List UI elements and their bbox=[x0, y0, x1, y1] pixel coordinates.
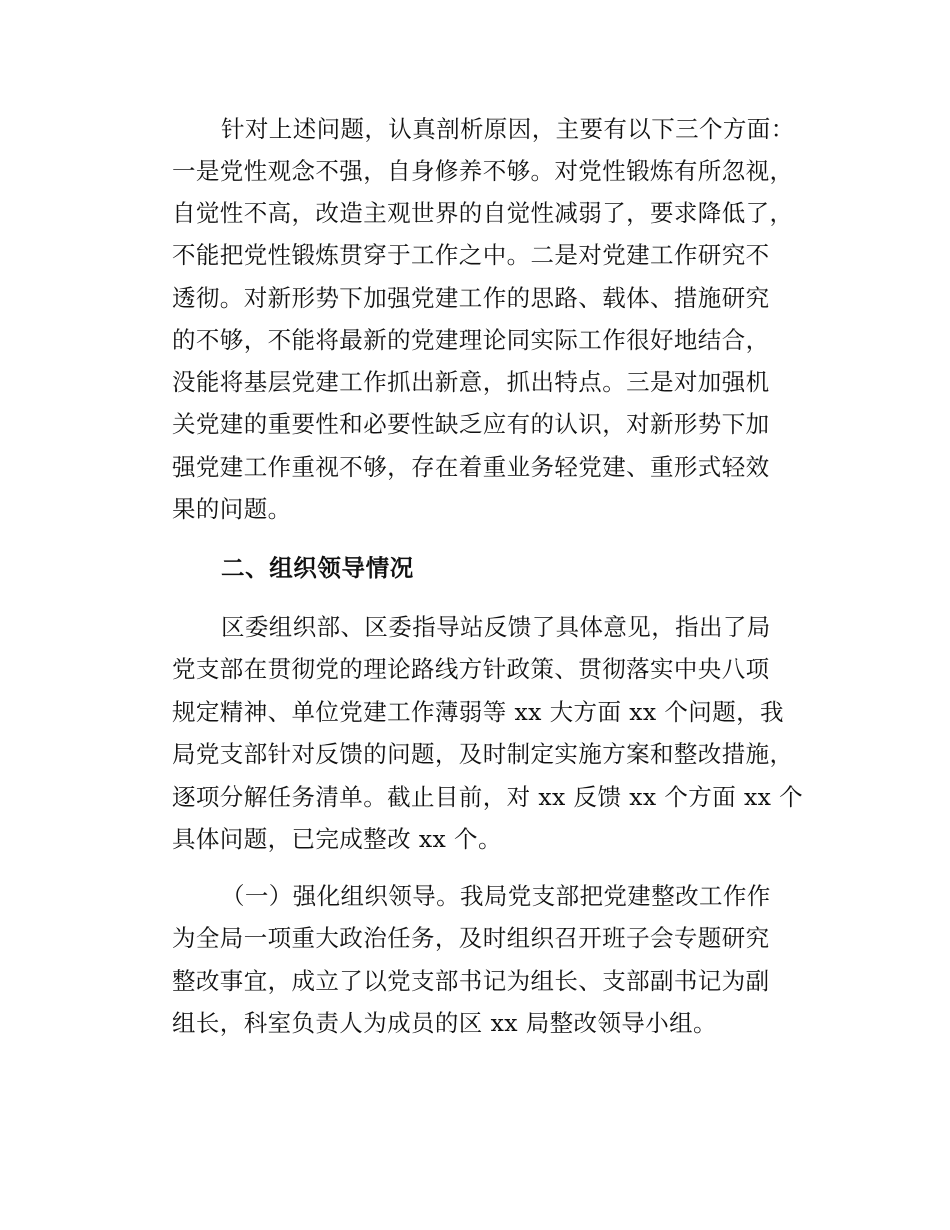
paragraph-line: 具体问题，已完成整改 xx 个。 bbox=[172, 825, 502, 853]
paragraph-line: 强党建工作重视不够，存在着重业务轻党建、重形式轻效 bbox=[172, 453, 770, 481]
paragraph-line: 整改事宜，成立了以党支部书记为组长、支部副书记为副 bbox=[172, 967, 770, 995]
paragraph-line: 关党建的重要性和必要性缺乏应有的认识，对新形势下加 bbox=[172, 410, 770, 438]
paragraph-line: 党支部在贯彻党的理论路线方针政策、贯彻落实中央八项 bbox=[172, 655, 770, 683]
paragraph-line: 自觉性不高，改造主观世界的自觉性减弱了，要求降低了， bbox=[172, 199, 794, 227]
paragraph-line: 区委组织部、区委指导站反馈了具体意见，指出了局 bbox=[221, 613, 771, 641]
paragraph-line: 的不够，不能将最新的党建理论同实际工作很好地结合， bbox=[172, 326, 770, 354]
paragraph-line: 不能把党性锻炼贯穿于工作之中。二是对党建工作研究不 bbox=[172, 241, 770, 269]
paragraph-line: 为全局一项重大政治任务，及时组织召开班子会专题研究 bbox=[172, 924, 770, 952]
paragraph-line: 组长，科室负责人为成员的区 xx 局整改领导小组。 bbox=[172, 1009, 717, 1037]
paragraph-line: 逐项分解任务清单。截止目前，对 xx 反馈 xx 个方面 xx 个 bbox=[172, 783, 804, 811]
paragraph-line: 果的问题。 bbox=[172, 495, 292, 523]
paragraph-line: 透彻。对新形势下加强党建工作的思路、载体、措施研究 bbox=[172, 284, 770, 312]
paragraph-line: 没能将基层党建工作抓出新意，抓出特点。三是对加强机 bbox=[172, 368, 770, 396]
paragraph-line: 一是党性观念不强，自身修养不够。对党性锻炼有所忽视， bbox=[172, 157, 794, 185]
paragraph-line: 局党支部针对反馈的问题，及时制定实施方案和整改措施， bbox=[172, 740, 794, 768]
paragraph-line: 针对上述问题，认真剖析原因，主要有以下三个方面： bbox=[221, 115, 795, 143]
paragraph-line: （一）强化组织领导。我局党支部把党建整改工作作 bbox=[221, 882, 771, 910]
paragraph-line: 规定精神、单位党建工作薄弱等 xx 大方面 xx 个问题，我 bbox=[172, 698, 784, 726]
section-heading: 二、组织领导情况 bbox=[221, 554, 414, 582]
